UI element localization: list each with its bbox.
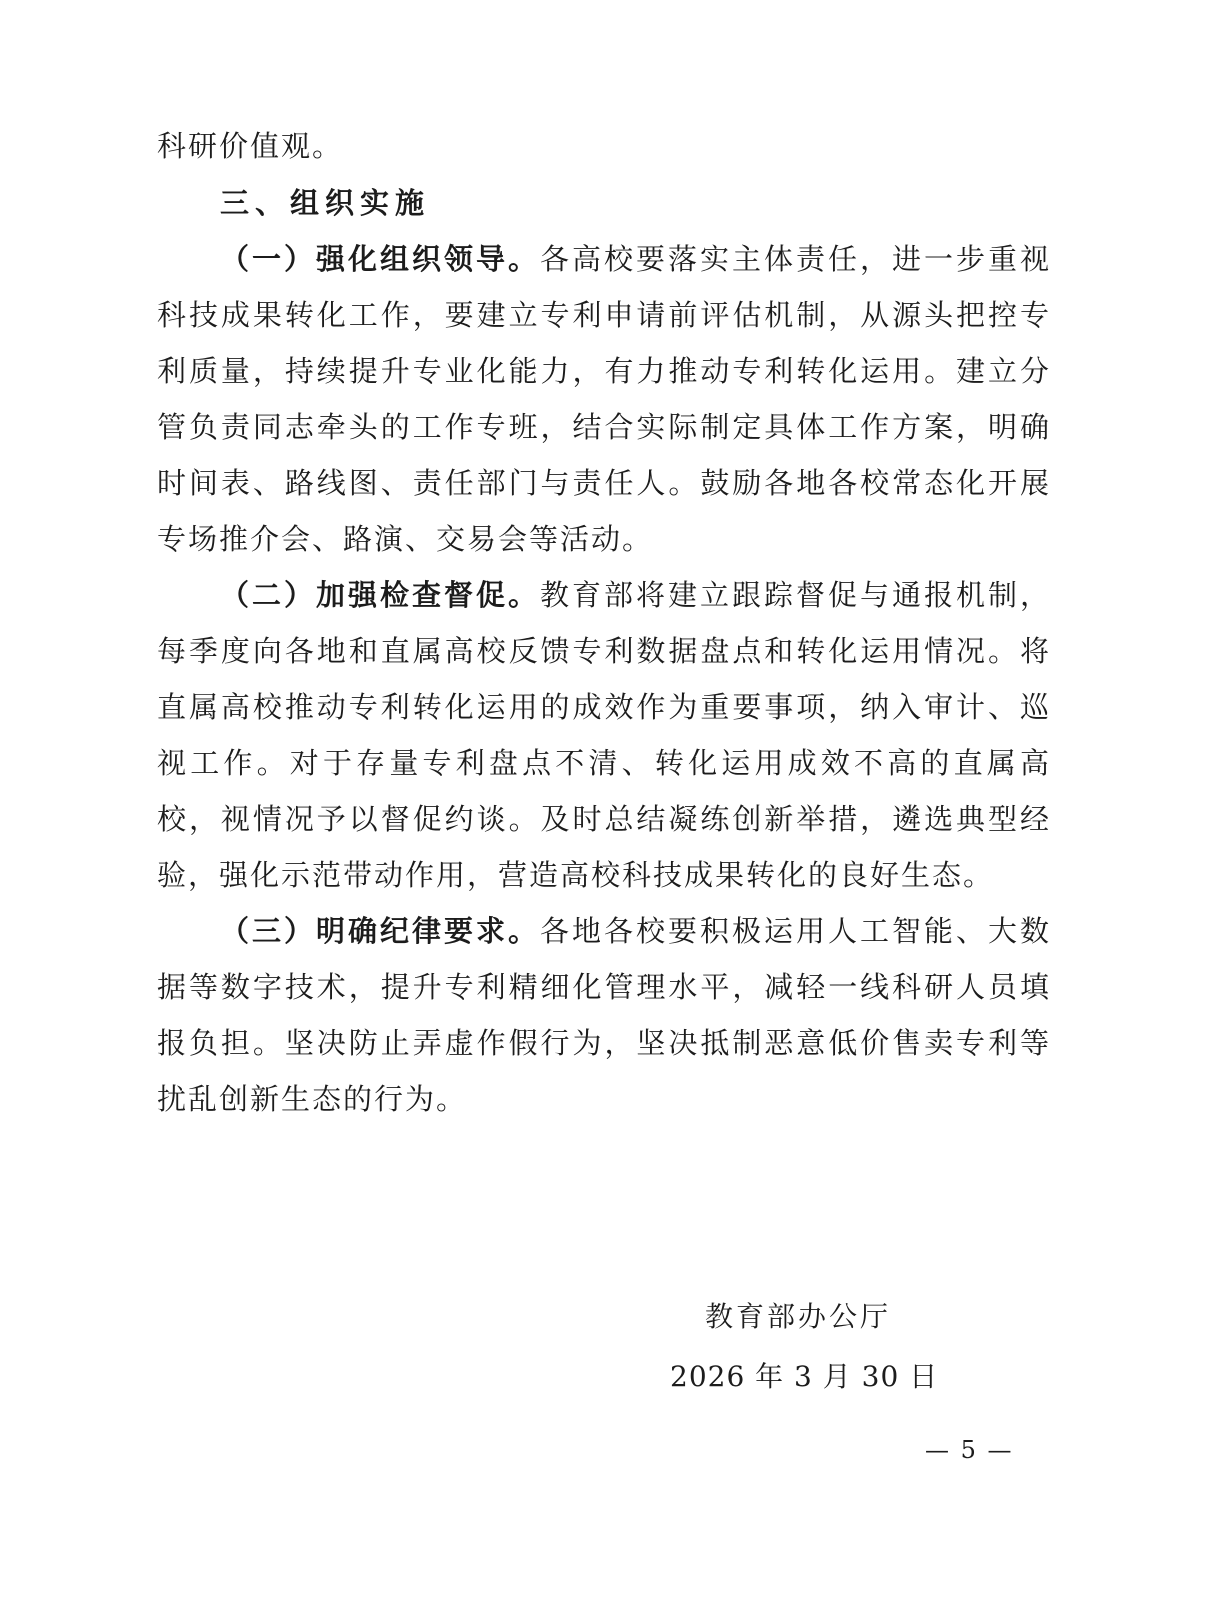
paragraph-line-14: 验，强化示范带动作用，营造高校科技成果转化的良好生态。 xyxy=(157,858,995,892)
paragraph-line-10: 每季度向各地和直属高校反馈专利数据盘点和转化运用情况。将 xyxy=(157,634,1049,668)
subheading-3-line xyxy=(220,911,1049,951)
subheading-2-text: 教育部将建立跟踪督促与通报机制， xyxy=(540,578,1049,612)
paragraph-line-18: 扰乱创新生态的行为。 xyxy=(157,1082,468,1116)
paragraph-line-7: 时间表、路线图、责任部门与责任人。鼓励各地各校常态化开展 xyxy=(157,466,1049,500)
subheading-2-title: （二）加强检查督促。 xyxy=(220,578,540,612)
paragraph-line-1: 科研价值观。 xyxy=(157,129,344,163)
paragraph-line-4: 科技成果转化工作，要建立专利申请前评估机制，从源头把控专 xyxy=(157,298,1049,332)
paragraph-line-8: 专场推介会、路演、交易会等活动。 xyxy=(157,522,654,556)
paragraph-line-17: 报负担。坚决防止弄虚作假行为，坚决抵制恶意低价售卖专利等 xyxy=(157,1026,1049,1060)
paragraph-line-13: 校，视情况予以督促约谈。及时总结凝练创新举措，遴选典型经 xyxy=(157,802,1049,836)
page-number: — 5 — xyxy=(925,1436,1014,1464)
paragraph-line-12: 视工作。对于存量专利盘点不清、转化运用成效不高的直属高 xyxy=(157,746,1049,780)
subheading-1-line xyxy=(220,239,1049,279)
issuer-name: 教育部办公厅 xyxy=(705,1300,892,1333)
subheading-3-title: （三）明确纪律要求。 xyxy=(220,914,540,948)
subheading-2-line xyxy=(220,575,1049,615)
subheading-1-text: 各高校要落实主体责任，进一步重视 xyxy=(540,242,1049,276)
subheading-3-text: 各地各校要积极运用人工智能、大数 xyxy=(540,914,1049,948)
paragraph-line-16: 据等数字技术，提升专利精细化管理水平，减轻一线科研人员填 xyxy=(157,970,1049,1004)
issue-date: 2026 年 3 月 30 日 xyxy=(670,1360,939,1393)
paragraph-line-11: 直属高校推动专利转化运用的成效作为重要事项，纳入审计、巡 xyxy=(157,690,1049,724)
paragraph-line-5: 利质量，持续提升专业化能力，有力推动专利转化运用。建立分 xyxy=(157,354,1049,388)
subheading-1-title: （一）强化组织领导。 xyxy=(220,242,540,276)
paragraph-line-6: 管负责同志牵头的工作专班，结合实际制定具体工作方案，明确 xyxy=(157,410,1049,444)
section-heading: 三、组织实施 xyxy=(220,186,431,220)
